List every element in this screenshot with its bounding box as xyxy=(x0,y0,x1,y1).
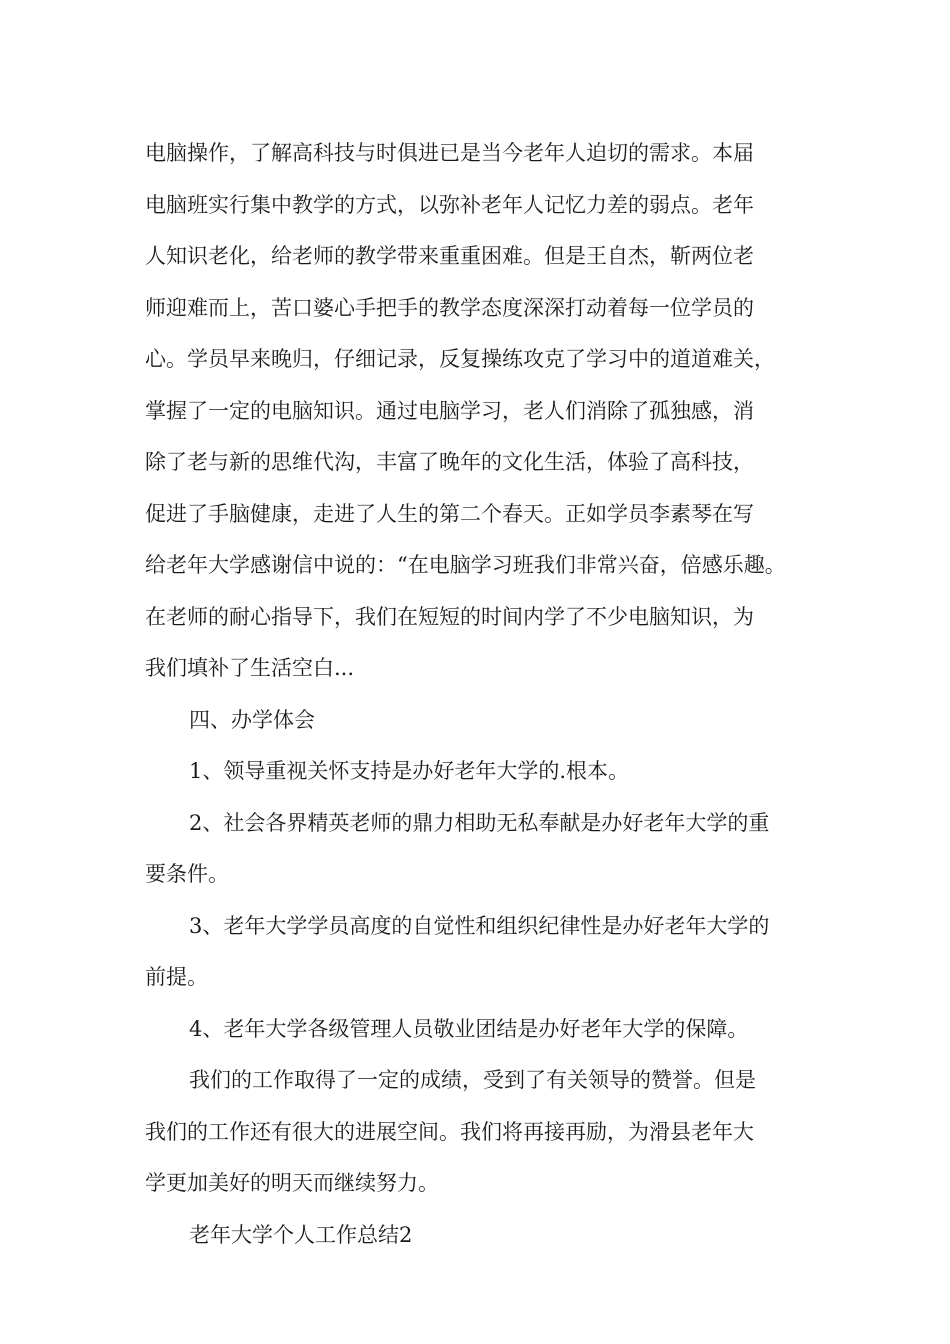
document-title xyxy=(145,1210,810,1262)
text-line: 要条件。 xyxy=(145,862,229,886)
text-line: 我们的工作取得了一定的成绩，受到了有关领导的赞誉。但是 xyxy=(189,1068,756,1092)
text-line: 给老年大学感谢信中说的：“在电脑学习班我们非常兴奋，倍感乐趣。 xyxy=(145,553,786,577)
list-item xyxy=(145,798,810,901)
text-line: 学更加美好的明天而继续努力。 xyxy=(145,1171,439,1195)
text-line: 我们的工作还有很大的进展空间。我们将再接再励，为滑县老年大 xyxy=(145,1119,754,1144)
text-line: 除了老与新的思维代沟，丰富了晚年的文化生活，体验了高科技， xyxy=(145,450,754,474)
text-line: 人知识老化，给老师的教学带来重重困难。但是王自杰，靳两位老 xyxy=(145,244,754,268)
text-line: 前提。 xyxy=(145,965,208,989)
document-body xyxy=(145,128,810,1261)
text-line: 掌握了一定的电脑知识。通过电脑学习，老人们消除了孤独感，消 xyxy=(145,398,754,423)
paragraph-conclusion xyxy=(145,1055,810,1210)
text-line: 1、领导重视关怀支持是办好老年大学的.根本。 xyxy=(189,759,630,783)
text-line: 我们填补了生活空白... xyxy=(145,656,355,680)
paragraph-computer-class xyxy=(145,128,810,695)
section-heading xyxy=(145,695,810,747)
list-item xyxy=(145,746,810,798)
heading-text: 四、办学体会 xyxy=(189,707,315,732)
list-item xyxy=(145,901,810,1004)
list-item xyxy=(145,1004,810,1056)
text-line: 促进了手脑健康，走进了人生的第二个春天。正如学员李素琴在写 xyxy=(145,501,754,526)
text-line: 在老师的耐心指导下，我们在短短的时间内学了不少电脑知识，为 xyxy=(145,604,754,629)
text-line: 电脑班实行集中教学的方式，以弥补老年人记忆力差的弱点。老年 xyxy=(145,192,754,217)
title-text: 老年大学个人工作总结2 xyxy=(189,1222,413,1247)
text-line: 电脑操作，了解高科技与时俱进已是当今老年人迫切的需求。本届 xyxy=(145,141,754,165)
text-line: 3、老年大学学员高度的自觉性和组织纪律性是办好老年大学的 xyxy=(189,913,770,938)
text-line: 4、老年大学各级管理人员敬业团结是办好老年大学的保障。 xyxy=(189,1016,749,1041)
text-line: 2、社会各界精英老师的鼎力相助无私奉献是办好老年大学的重 xyxy=(189,810,770,835)
text-line: 师迎难而上，苦口婆心手把手的教学态度深深打动着每一位学员的 xyxy=(145,295,754,320)
text-line: 心。学员早来晚归，仔细记录，反复操练攻克了学习中的道道难关， xyxy=(145,347,775,371)
